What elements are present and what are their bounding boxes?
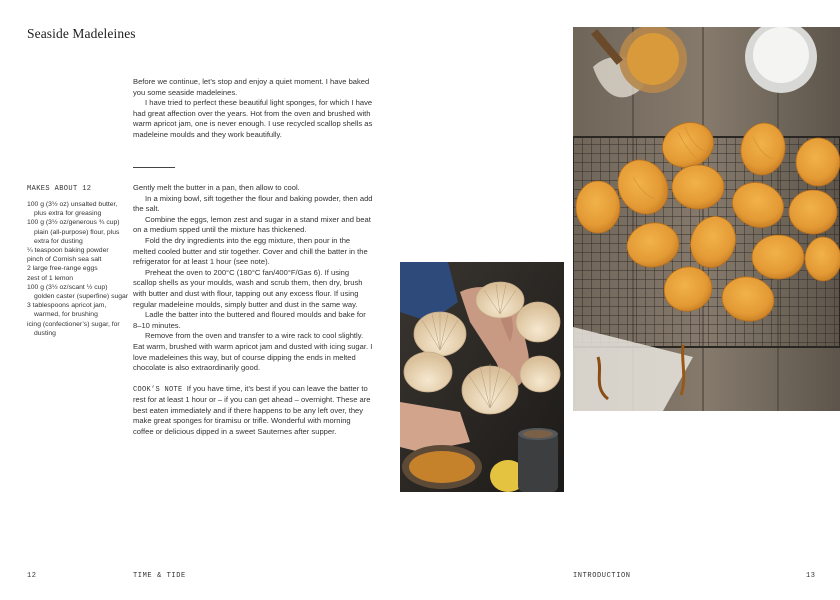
ingredient-item: pinch of Cornish sea salt <box>27 256 102 264</box>
method-step: Gently melt the butter in a pan, then allow to cool. <box>133 183 300 192</box>
recipe-yield: MAKES ABOUT 12 <box>27 185 92 193</box>
ingredient-item: 100 g (3½ oz/generous ¾ cup) plain (all-purpose) flour, plus extra for dusting <box>27 219 120 245</box>
section-divider <box>133 167 175 168</box>
madeleines-photo-illustration <box>573 27 840 411</box>
ingredient-item: 100 g (3½ oz) unsalted butter, plus extra for greasing <box>27 201 118 218</box>
method-step: In a mixing bowl, sift together the flour and baking powder, then add the salt. <box>133 193 373 214</box>
page-number-right: 13 <box>806 572 816 580</box>
ingredient-item: icing (confectioner’s) sugar, for dusting <box>27 320 120 337</box>
recipe-title: Seaside Madeleines <box>27 26 136 41</box>
method-step: Combine the eggs, lemon zest and sugar in a stand mixer and beat on a medium spped until the mixture has thickened. <box>133 214 371 235</box>
method-step: Preheat the oven to 200°C (180°C fan/400°F/Gas 6). If using scallop shells as your moulds, wash and scrub them, then dry, brush with butter and dust with flour, tapping out any excess flour. If using regular madeleine moulds, simply butter and dust in the same way. <box>133 267 363 309</box>
madeleines-photo <box>573 27 840 411</box>
intro-paragraph: I have tried to perfect these beautiful light sponges, for which I have had great affection over the years. Hot from the oven and brushed with warm apricot jam, one is never enough. I use recycled scallop shells as madeleine moulds and they work beautifully. <box>133 98 373 139</box>
recipe-intro <box>133 77 373 141</box>
ingredient-item: 2 large free-range eggs <box>27 265 98 273</box>
intro-paragraph: Before we continue, let’s stop and enjoy a quiet moment. I have baked you some seaside madeleines. <box>133 77 370 97</box>
ingredient-item: 3 tablespoons apricot jam, warmed, for brushing <box>27 302 107 319</box>
page-number-left: 12 <box>27 572 37 580</box>
cooks-note-label: COOK’S NOTE <box>133 385 183 394</box>
recipe-method <box>133 183 373 438</box>
running-head-right: INTRODUCTION <box>573 572 631 580</box>
cooks-note <box>133 384 373 438</box>
shells-photo <box>400 262 564 492</box>
ingredient-item: zest of 1 lemon <box>27 274 74 282</box>
running-head-left: TIME & TIDE <box>133 572 186 580</box>
cooks-note-text: If you have time, it’s best if you can leave the batter to rest for at least 1 hour or – if you can get ahead – overnight. These are best eaten immediately and if there happens to be any left over, they make great sponges for tiramisu or trifle. Wonderful with morning coffee or delicious dipped in a sweet Sauternes after supper. <box>133 383 371 437</box>
ingredients-list <box>27 200 129 338</box>
ingredient-item: ¼ teaspoon baking powder <box>27 247 109 255</box>
ingredient-item: 100 g (3½ oz/scant ½ cup) golden caster (superfine) sugar <box>27 283 129 301</box>
method-step: Fold the dry ingredients into the egg mixture, then pour in the melted cooled butter and stir together. Cover and chill the batter in the refrigerator for at least 1 hour (see note). <box>133 235 368 267</box>
method-step: Ladle the batter into the buttered and floured moulds and bake for 8–10 minutes. <box>133 310 366 330</box>
shells-photo-illustration <box>400 262 564 492</box>
method-step: Remove from the oven and transfer to a wire rack to cool slightly. Eat warm, brushed with warm apricot jam and dusted with icing sugar. I love madeleines this way, but of course dipping the ends in melted chocolate is also extraordinarily good. <box>133 331 373 373</box>
